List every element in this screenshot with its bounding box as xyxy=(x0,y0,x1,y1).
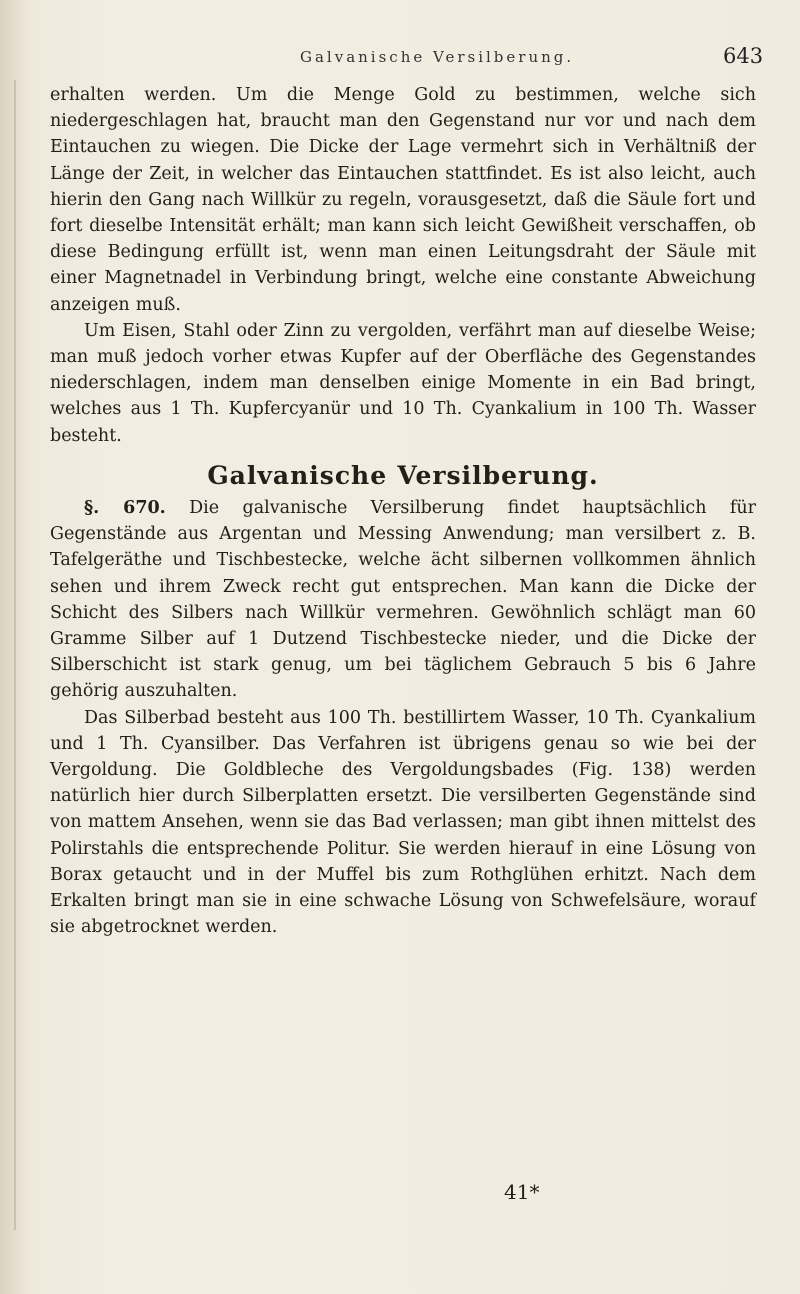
body-text xyxy=(50,82,756,941)
paragraph-670-text: Die galvanische Versilberung findet hauptsächlich für Gegenstände aus Argentan und Messing Anwendung; man versilbert z. B. Tafelgeräthe und Tischbestecke, welche ächt silbernen vollkommen ähnlich sehen und ihrem Zweck recht gut entsprechen. Man kann die Dicke der Schicht des Silbers nach Willkür vermehren. Gewöhnlich schlägt man 60 Gramme Silber auf 1 Dutzend Tischbestecke nieder, und die Dicke der Silberschicht ist stark genug, um bei täglichem Gebrauch 5 bis 6 Jahre gehörig auszuhalten. xyxy=(50,498,756,702)
section-heading: Galvanische Versilberung. xyxy=(207,460,599,490)
page-gutter-shadow xyxy=(14,80,16,1230)
page-number: 643 xyxy=(723,44,764,68)
page-header xyxy=(0,40,800,80)
signature-mark: 41* xyxy=(504,1180,540,1204)
paragraph-number: §. 670. xyxy=(84,498,166,519)
paragraph-670 xyxy=(50,495,756,705)
paragraph-continued: erhalten werden. Um die Menge Gold zu bestimmen, welche sich niedergeschlagen hat, braucht man den Gegenstand nur vor und nach dem Eintauchen zu wiegen. Die Dicke der Lage vermehrt sich in Verhältniß der Länge der Zeit, in welcher das Eintauchen stattfindet. Es ist also leicht, auch hierin den Gang nach Willkür zu regeln, vorausgesetzt, daß die Säule fort und fort dieselbe Intensität erhält; man kann sich leicht Gewißheit verschaffen, ob diese Bedingung erfüllt ist, wenn man einen Leitungsdraht der Säule mit einer Magnetnadel in Verbindung bringt, welche eine constante Abweichung anzeigen muß. xyxy=(50,85,756,315)
paragraph-silver-bath: Das Silberbad besteht aus 100 Th. bestillirtem Wasser, 10 Th. Cyankalium und 1 Th. Cyansilber. Das Verfahren ist übrigens genau so wie bei der Vergoldung. Die Goldbleche des Vergoldungsbades (Fig. 138) werden natürlich hier durch Silberplatten ersetzt. Die versilberten Gegenstände sind von mattem Ansehen, wenn sie das Bad verlassen; man gibt ihnen mittelst des Polirstahls die entsprechende Politur. Sie werden hierauf in eine Lösung von Borax getaucht und in der Muffel bis zum Rothglühen erhitzt. Nach dem Erkalten bringt man sie in eine schwache Lösung von Schwefelsäure, worauf sie abgetrocknet werden. xyxy=(50,707,756,938)
paragraph-iron-steel-gilding: Um Eisen, Stahl oder Zinn zu vergolden, verfährt man auf dieselbe Weise; man muß jedoch vorher etwas Kupfer auf der Oberfläche des Gegenstandes niederschlagen, indem man denselben einige Momente in ein Bad bringt, welches aus 1 Th. Kupfercyanür und 10 Th. Cyankalium in 100 Th. Wasser besteht. xyxy=(50,320,756,446)
running-title: Galvanische Versilberung. xyxy=(300,48,575,66)
